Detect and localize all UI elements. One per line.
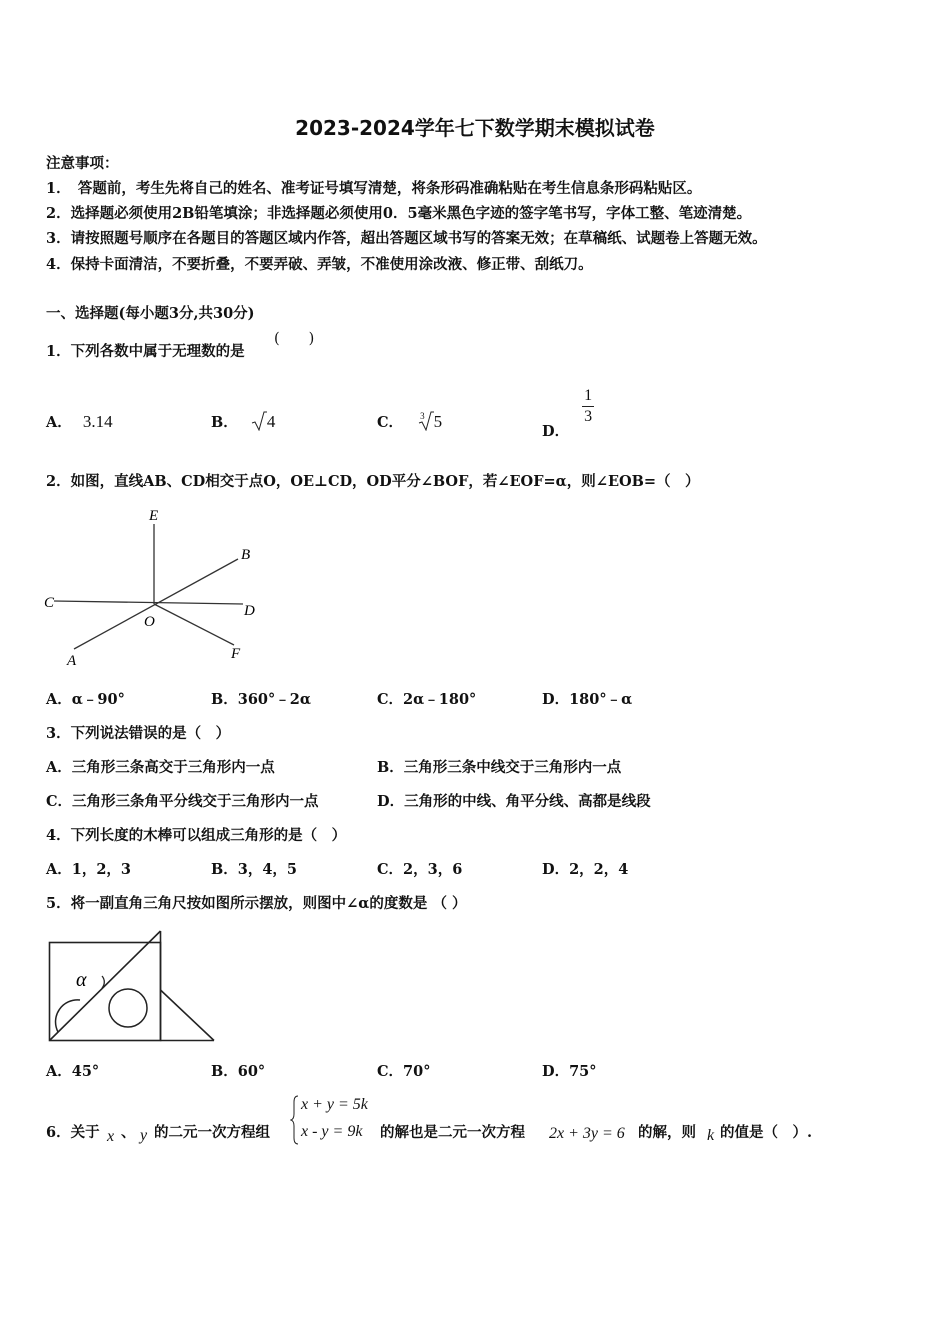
sqrt-icon [251, 411, 267, 431]
q1-stem: 1．下列各数中属于无理数的是 [46, 343, 245, 360]
note-item-4: 4．保持卡面清洁，不要折叠，不要弄破、弄皱，不准使用涂改液、修正带、刮纸刀。 [46, 256, 593, 273]
option-value: 3.14 [82, 412, 113, 431]
label-d: D [244, 603, 255, 619]
option-label: D． [542, 422, 570, 440]
line-cd [54, 601, 243, 604]
q2-option-d[interactable]: D．180°﹣α [542, 691, 633, 708]
label-c: C [44, 595, 55, 611]
fraction-denominator: 3 [584, 408, 593, 425]
label-e: E [149, 508, 159, 524]
corner-arc [56, 1000, 80, 1032]
q4-option-a[interactable]: A．1，2，3 [46, 861, 132, 878]
q5-option-a[interactable]: A．45° [46, 1063, 100, 1080]
var-y: y [140, 1127, 148, 1144]
q2-option-b[interactable]: B．360°﹣2α [211, 691, 312, 708]
q1-option-d[interactable] [542, 386, 594, 440]
brace-icon [290, 1094, 300, 1146]
notes-heading: 注意事项： [46, 155, 119, 172]
q3-option-c[interactable]: C．三角形三条角平分线交于三角形内一点 [46, 793, 319, 810]
note-item-1: 1． 答题前，考生先将自己的姓名、准考证号填写清楚，将条形码准确粘贴在考生信息条形码粘贴区。 [46, 180, 702, 197]
angle-arc [102, 976, 104, 988]
q6-mid: 的二元一次方程组 [154, 1124, 270, 1141]
hypotenuse-b [161, 990, 215, 1041]
q2-stem: 2．如图，直线AB、CD相交于点O，OE⊥CD，OD平分∠BOF，若∠EOF=α，则∠EOB=（ ） [46, 473, 700, 490]
q3-option-b[interactable]: B．三角形三条中线交于三角形内一点 [377, 759, 622, 776]
var-k: k [707, 1127, 715, 1144]
q3-option-a[interactable]: A．三角形三条高交于三角形内一点 [46, 759, 275, 776]
var-x: x [107, 1128, 115, 1145]
q2-option-c[interactable]: C．2α﹣180° [377, 691, 477, 708]
option-value: 4 [266, 412, 276, 431]
q4-option-c[interactable]: C．2，3，6 [377, 861, 463, 878]
option-label: A． [46, 414, 72, 431]
q6-lead: 6．关于 [46, 1124, 100, 1141]
ray-of [154, 604, 234, 645]
label-o: O [144, 614, 155, 630]
section-heading: 一、选择题(每小题3分,共30分) [46, 305, 255, 322]
hypotenuse-a [50, 931, 161, 1041]
label-a: A [67, 653, 77, 669]
q4-option-b[interactable]: B．3，4，5 [211, 861, 298, 878]
fraction-numerator: 1 [582, 386, 594, 407]
fraction [582, 386, 594, 427]
q6-mid3: 的解，则 [638, 1124, 696, 1141]
option-label: C． [377, 414, 404, 431]
q6-mid2: 的解也是二元一次方程 [380, 1124, 525, 1141]
q5-figure [44, 928, 219, 1046]
equation-1: x + y = 5k [301, 1096, 368, 1113]
triangle-ruler-frame [50, 943, 161, 1041]
q4-stem: 4．下列长度的木棒可以组成三角形的是（ ） [46, 827, 347, 844]
q3-option-d[interactable]: D．三角形的中线、角平分线、高都是线段 [377, 793, 651, 810]
q2-figure [40, 502, 280, 677]
note-item-3: 3．请按照题号顺序在各题目的答题区域内作答，超出答题区域书写的答案无效；在草稿纸、试题卷上答题无效。 [46, 230, 767, 247]
q3-stem: 3．下列说法错误的是（ ） [46, 725, 231, 742]
label-f: F [231, 646, 241, 662]
option-label: B． [211, 414, 238, 431]
q5-option-c[interactable]: C．70° [377, 1063, 431, 1080]
q5-option-b[interactable]: B．60° [211, 1063, 266, 1080]
equation-2: x - y = 9k [301, 1123, 363, 1140]
q5-stem: 5．将一副直角三角尺按如图所示摆放，则图中∠α的度数是 （ ） [46, 895, 467, 912]
page-title: 2023-2024学年七下数学期末模拟试卷 [295, 116, 655, 140]
label-b: B [241, 547, 251, 563]
note-item-2: 2．选择题必须使用2B铅笔填涂；非选择题必须使用0．5毫米黑色字迹的签字笔书写，字体工整、笔迹清楚。 [46, 205, 752, 222]
q1-option-c[interactable] [377, 411, 442, 432]
root-index: 3 [420, 411, 425, 421]
q5-option-d[interactable]: D．75° [542, 1063, 597, 1080]
option-value: 5 [433, 412, 443, 431]
q6-tail: 的值是（ ）. [720, 1124, 813, 1141]
q2-option-a[interactable]: A．α﹣90° [46, 691, 125, 708]
alpha-label: α [76, 969, 87, 991]
circle-hole [109, 989, 147, 1027]
q1-option-a[interactable] [46, 411, 113, 432]
q6-sep: 、 [121, 1124, 136, 1141]
equation-3: 2x + 3y = 6 [549, 1125, 625, 1142]
q1-paren: ( ) [274, 331, 315, 347]
q1-option-b[interactable] [211, 411, 275, 432]
q4-option-d[interactable]: D．2，2，4 [542, 861, 629, 878]
